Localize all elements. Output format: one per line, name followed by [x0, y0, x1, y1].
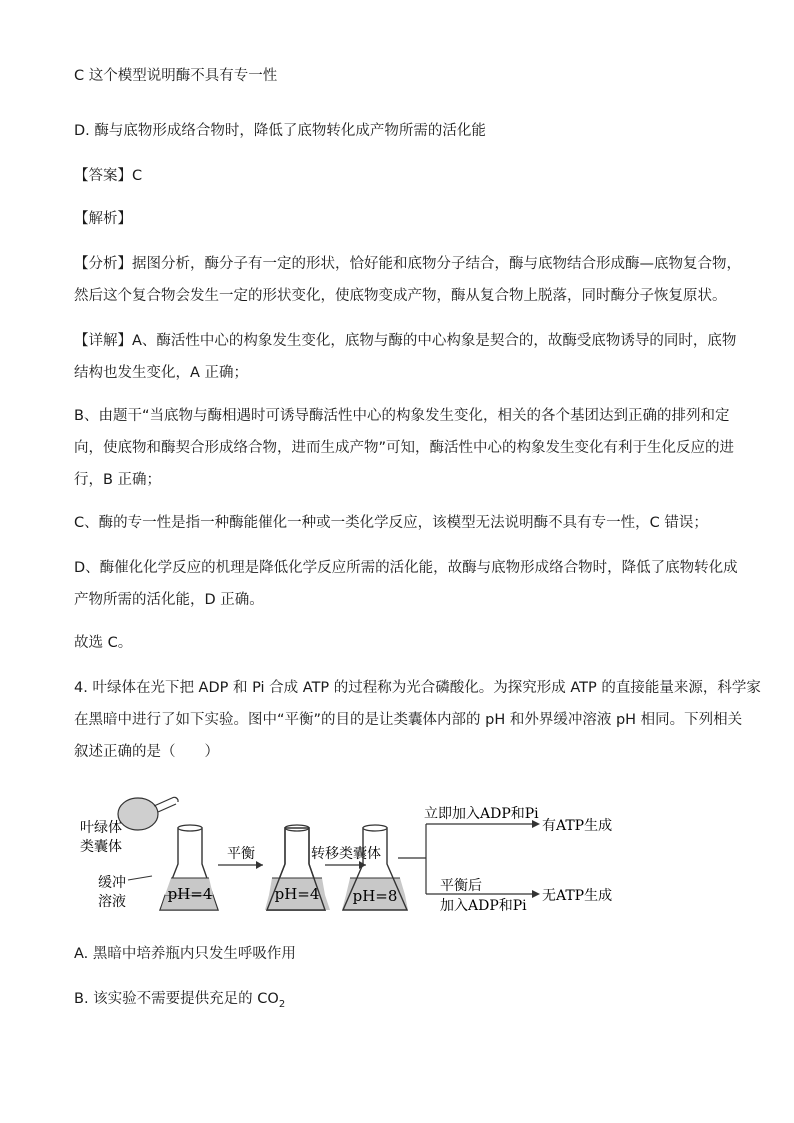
line-option-d: D. 酶与底物形成络合物时，降低了底物转化成产物所需的活化能 [74, 123, 486, 139]
label-buffer-1: 缓冲 [98, 875, 126, 891]
answer-line [74, 166, 142, 186]
test-tube-icon [118, 797, 178, 830]
detail-d-line-2: 产物所需的活化能，D 正确。 [74, 592, 264, 608]
experiment-diagram [70, 780, 630, 920]
flask-2 [265, 825, 330, 910]
answer-value: C [132, 168, 143, 184]
flask-1 [160, 825, 218, 910]
detail-b-line-3: 行，B 正确； [74, 472, 162, 488]
question-4-line-3: 叙述正确的是（ ） [74, 744, 219, 760]
flask-3-ph: pH=8 [352, 887, 398, 905]
lower-result: 无ATP生成 [542, 888, 613, 904]
arrow-2-label: 转移类囊体 [311, 846, 381, 862]
label-buffer-2: 溶液 [98, 894, 126, 910]
option-b-subscript: 2 [278, 999, 286, 1010]
option-b [74, 989, 285, 1011]
upper-result: 有ATP生成 [542, 818, 613, 834]
flask-2-ph: pH=4 [274, 885, 320, 903]
question-4-line-2: 在黑暗中进行了如下实验。图中“平衡”的目的是让类囊体内部的 pH 和外界缓冲溶液 pH 相同。下列相关 [74, 712, 743, 728]
answer-tag: 【答案】 [74, 168, 132, 184]
option-a: A. 黑暗中培养瓶内只发生呼吸作用 [74, 946, 296, 962]
detail-d-line-1: D、酶催化化学反应的机理是降低化学反应所需的活化能，故酶与底物形成络合物时，降低了底物转化成 [74, 560, 738, 576]
label-thylakoid-2: 类囊体 [80, 839, 122, 855]
arrow-1-label: 平衡 [227, 846, 255, 862]
label-thylakoid-1: 叶绿体 [80, 820, 122, 836]
flask-3 [342, 825, 408, 910]
detail-line-2: 结构也发生变化，A 正确； [74, 365, 249, 381]
lower-branch-label-2: 加入ADP和Pi [440, 898, 527, 914]
lower-branch-label-1: 平衡后 [440, 878, 482, 894]
line-option-c: C 这个模型说明酶不具有专一性 [74, 68, 278, 84]
detail-b-line-2: 向，使底物和酶契合形成络合物，进而生成产物”可知，酶活性中心的构象发生变化有利于生化反应的进 [74, 440, 735, 456]
analysis-line-2: 然后这个复合物会发生一定的形状变化，使底物变成产物，酶从复合物上脱落，同时酶分子恢复原状。 [74, 288, 727, 304]
upper-branch-label: 立即加入ADP和Pi [424, 806, 539, 822]
detail-b-line-1: B、由题干“当底物与酶相遇时可诱导酶活性中心的构象发生变化，相关的各个基团达到正确的排列和定 [74, 408, 730, 424]
detail-line-1: 【详解】A、酶活性中心的构象发生变化，底物与酶的中心构象是契合的，故酶受底物诱导的同时，底物 [74, 333, 737, 349]
arrow-1 [218, 846, 263, 869]
option-b-text: B. 该实验不需要提供充足的 CO [74, 991, 279, 1007]
analysis-heading: 【解析】 [74, 211, 132, 227]
detail-c-line: C、酶的专一性是指一种酶能催化一种或一类化学反应，该模型无法说明酶不具有专一性，C 错误； [74, 515, 708, 531]
question-4-line-1: 4. 叶绿体在光下把 ADP 和 Pi 合成 ATP 的过程称为光合磷酸化。为探究形成 ATP 的直接能量来源，科学家 [74, 680, 761, 696]
conclusion-line: 故选 C。 [74, 635, 133, 651]
analysis-line-1: 【分析】据图分析，酶分子有一定的形状，恰好能和底物分子结合，酶与底物结合形成酶—底物复合物， [74, 256, 741, 272]
flask-1-ph: pH=4 [167, 885, 213, 903]
arrow-2 [311, 845, 381, 869]
